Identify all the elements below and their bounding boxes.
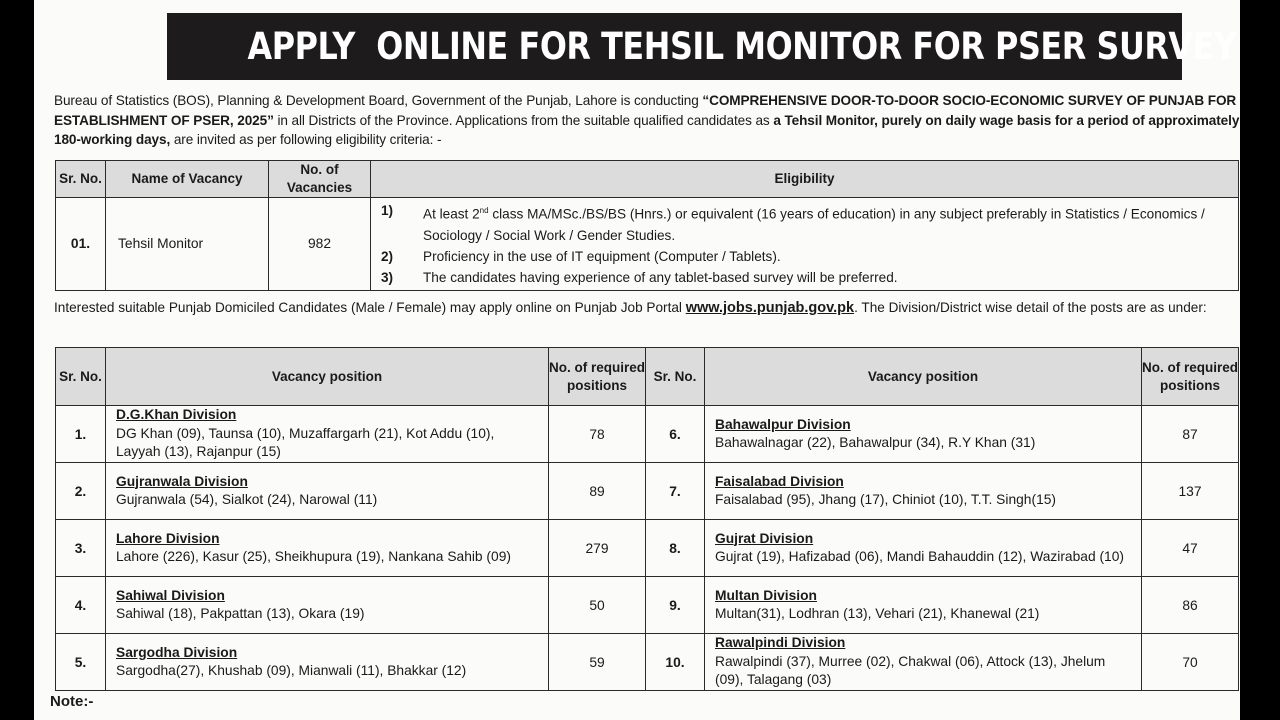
survey-name: “COMPREHENSIVE DOOR-TO-DOOR SOCIO-ECONOMIC SURVEY OF PUNJAB FOR ESTABLISHMENT OF PSER, 2025”	[54, 93, 1237, 128]
division-name: Bahawalpur Division	[715, 416, 851, 432]
vacancy-table	[55, 160, 1239, 291]
division-name: Multan Division	[715, 587, 817, 603]
page-title: APPLY ONLINE FOR TEHSIL MONITOR FOR PSER SURVEY	[247, 25, 1237, 68]
eligibility-item: 2) Proficiency in the use of IT equipment (Computer / Tablets).	[381, 248, 781, 264]
header-sr-no: Sr. No.	[56, 348, 106, 406]
table-row: 4. Sahiwal Division Sahiwal (18), Pakpattan (13), Okara (19) 50 9. Multan Division Multan(31), Lodhran (13), Vehari (21), Khanewal (21) 86	[56, 577, 1239, 634]
table-row: 5. Sargodha Division Sargodha(27), Khushab (09), Mianwali (11), Bhakkar (12) 59 10. Rawalpindi Division Rawalpindi (37), Murree (02), Chakwal (06), Attock (13), Jhelum (09), Talagang (03) 70	[56, 634, 1239, 691]
required-count: 59	[549, 634, 646, 691]
division-name: Lahore Division	[116, 530, 220, 546]
eligibility-list	[371, 198, 1238, 290]
required-count: 50	[549, 577, 646, 634]
district-list: Rawalpindi (37), Murree (02), Chakwal (06), Attock (13), Jhelum (09), Talagang (03)	[715, 653, 1106, 688]
eligibility-item: 3) The candidates having experience of any tablet-based survey will be preferred.	[381, 269, 898, 285]
advertisement-page	[34, 0, 1240, 720]
header-required-positions: No. of required positions	[1142, 348, 1239, 406]
required-count: 279	[549, 520, 646, 577]
sr-no: 01.	[56, 198, 106, 291]
header-vacancy-count: No. of Vacancies	[269, 161, 371, 198]
header-required-positions: No. of required positions	[549, 348, 646, 406]
division-table	[55, 347, 1239, 691]
table-row	[56, 198, 1239, 291]
note-label: Note:-	[50, 693, 94, 710]
required-count: 47	[1142, 520, 1239, 577]
apply-instructions: Interested suitable Punjab Domiciled Candidates (Male / Female) may apply online on Punjab Job Portal www.jobs.punjab.gov.pk. The Division/District wise detail of the posts are as under:	[54, 300, 1207, 316]
required-count: 89	[549, 463, 646, 520]
required-count: 86	[1142, 577, 1239, 634]
district-list: DG Khan (09), Taunsa (10), Muzaffargarh (21), Kot Addu (10), Layyah (13), Rajanpur (15)	[116, 425, 495, 460]
header-vacancy-position: Vacancy position	[106, 348, 549, 406]
division-table-header	[56, 348, 1239, 406]
header-vacancy-position: Vacancy position	[705, 348, 1142, 406]
required-count: 70	[1142, 634, 1239, 691]
division-name: Gujrat Division	[715, 530, 814, 546]
vacancy-count: 982	[269, 198, 371, 291]
job-portal-link[interactable]: www.jobs.punjab.gov.pk	[685, 300, 855, 316]
table-row: 3. Lahore Division Lahore (226), Kasur (25), Sheikhupura (19), Nankana Sahib (09) 279 8. Gujrat Division Gujrat (19), Hafizabad (06), Mandi Bahauddin (12), Wazirabad (10) 47	[56, 520, 1239, 577]
eligibility-cell	[371, 198, 1239, 291]
eligibility-item: 1) At least 2nd class MA/MSc./BS/BS (Hnrs.) or equivalent (16 years of education) in any subject preferably in Statistics / Economics / Sociology / Social Work / Gender Studies.	[381, 203, 1205, 243]
district-list: Lahore (226), Kasur (25), Sheikhupura (19), Nankana Sahib (09)	[116, 549, 511, 564]
page-title-banner	[167, 13, 1237, 80]
division-name: Sahiwal Division	[116, 587, 225, 603]
table-row: 2. Gujranwala Division Gujranwala (54), Sialkot (24), Narowal (11) 89 7. Faisalabad Division Faisalabad (95), Jhang (17), Chiniot (10), T.T. Singh(15) 137	[56, 463, 1239, 520]
position-terms: a Tehsil Monitor, purely on daily wage basis for a period of approximately 180-working days,	[54, 112, 1240, 147]
district-list: Bahawalnagar (22), Bahawalpur (34), R.Y Khan (31)	[715, 435, 1036, 450]
vacancy-table-header	[56, 161, 1239, 198]
division-name: Rawalpindi Division	[715, 635, 846, 651]
division-name: Gujranwala Division	[116, 473, 248, 489]
intro-paragraph: Bureau of Statistics (BOS), Planning & Development Board, Government of the Punjab, Lahore is conducting “COMPREHENSIVE DOOR-TO-DOOR SOCIO-ECONOMIC SURVEY OF PUNJAB FOR ESTABLISHMENT OF PSER, 2025” in all Districts of the Province. Applications from the suitable qualified candidates as a Tehsil Monitor, purely on daily wage basis for a period of approximately 180-working days, are invited as per following eligibility criteria: -	[54, 93, 1240, 147]
table-row: 1. D.G.Khan Division DG Khan (09), Taunsa (10), Muzaffargarh (21), Kot Addu (10), Layyah (13), Rajanpur (15) 78 6. Bahawalpur Division Bahawalnagar (22), Bahawalpur (34), R.Y Khan (31) 87	[56, 406, 1239, 463]
district-list: Sargodha(27), Khushab (09), Mianwali (11), Bhakkar (12)	[116, 663, 467, 678]
division-name: D.G.Khan Division	[116, 407, 237, 423]
division-name: Sargodha Division	[116, 644, 238, 660]
required-count: 87	[1142, 406, 1239, 463]
header-sr-no: Sr. No.	[56, 161, 106, 198]
header-eligibility: Eligibility	[371, 161, 1239, 198]
district-list: Gujrat (19), Hafizabad (06), Mandi Bahauddin (12), Wazirabad (10)	[715, 549, 1124, 564]
header-sr-no: Sr. No.	[646, 348, 705, 406]
district-list: Multan(31), Lodhran (13), Vehari (21), Khanewal (21)	[715, 606, 1040, 621]
required-count: 137	[1142, 463, 1239, 520]
header-vacancy-name: Name of Vacancy	[106, 161, 269, 198]
required-count: 78	[549, 406, 646, 463]
vacancy-name: Tehsil Monitor	[106, 198, 269, 291]
district-list: Faisalabad (95), Jhang (17), Chiniot (10), T.T. Singh(15)	[715, 492, 1057, 507]
district-list: Sahiwal (18), Pakpattan (13), Okara (19)	[116, 606, 365, 621]
district-list: Gujranwala (54), Sialkot (24), Narowal (11)	[116, 492, 378, 507]
division-name: Faisalabad Division	[715, 473, 844, 489]
